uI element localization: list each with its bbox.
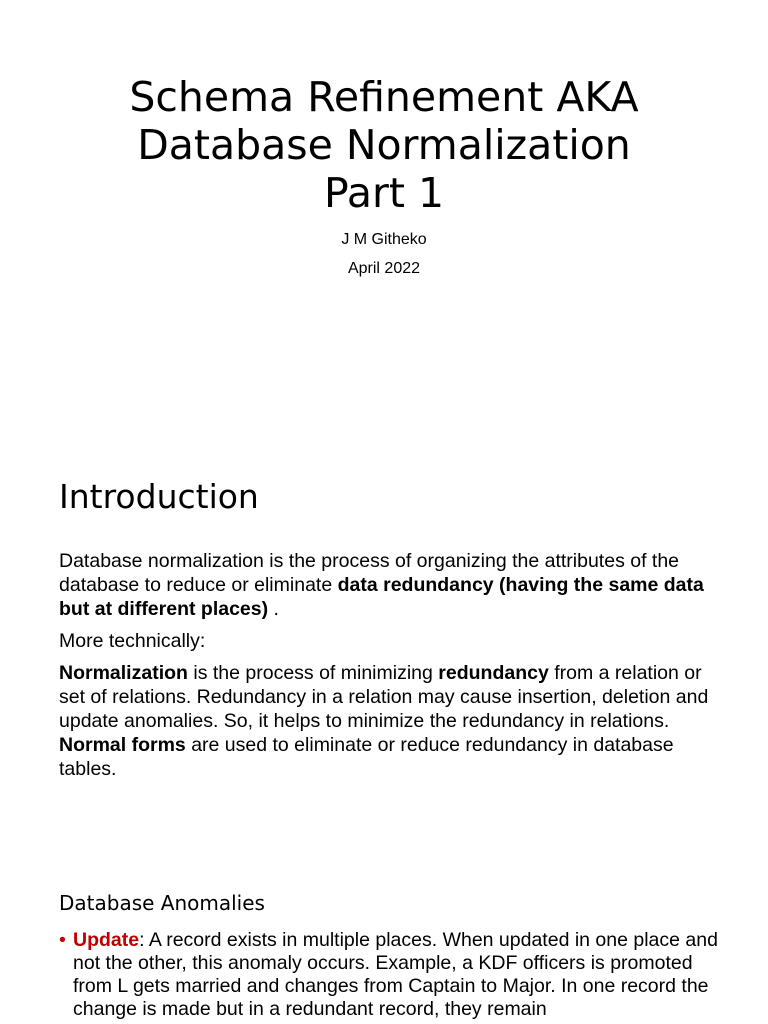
emphasis-text: Normalization	[59, 662, 188, 684]
title-line: Schema Refinement AKA	[129, 73, 639, 121]
paragraph-text: is the process of minimizing	[187, 662, 439, 684]
emphasis-text: redundancy	[438, 662, 549, 684]
paragraph-text: from a relation or set of relations. Redundancy in a relation may cause insertion, deletion and update anomalies. So, it helps to minimize the redundancy in relations.	[59, 662, 709, 732]
slide-heading: Introduction	[59, 477, 259, 516]
title-line: Part 1	[323, 169, 445, 217]
author: J M Githeko	[341, 231, 427, 248]
emphasis-text: data redundancy (having the same data but at different places)	[59, 574, 704, 620]
emphasis-text: Normal forms	[59, 734, 186, 756]
anomaly-list	[59, 929, 719, 1021]
paragraph	[59, 549, 719, 621]
anomaly-description: : A record exists in multiple places. When updated in one place and not the other, this anomaly occurs. Example, a KDF officers is promoted from L gets married and changes from Captain to Major. In one record the change is made but in a redundant record, they remain	[73, 929, 718, 1020]
title-slide	[0, 0, 768, 400]
paragraph-text: Database normalization is the process of organizing the attributes of the database to reduce or eliminate	[59, 550, 680, 596]
slide-body	[59, 549, 719, 789]
presentation-title	[0, 73, 768, 217]
paragraph	[59, 661, 719, 781]
paragraph-text: are used to eliminate or reduce redundancy in database tables.	[59, 734, 674, 780]
slide-heading: Database Anomalies	[59, 891, 265, 915]
bullet-icon: •	[59, 929, 66, 951]
title-line: Database Normalization	[137, 121, 631, 169]
date: April 2022	[347, 260, 421, 277]
list-item	[59, 929, 719, 1021]
anomaly-term: Update	[73, 929, 140, 951]
paragraph-text: .	[268, 598, 279, 620]
paragraph: More technically:	[59, 630, 206, 652]
